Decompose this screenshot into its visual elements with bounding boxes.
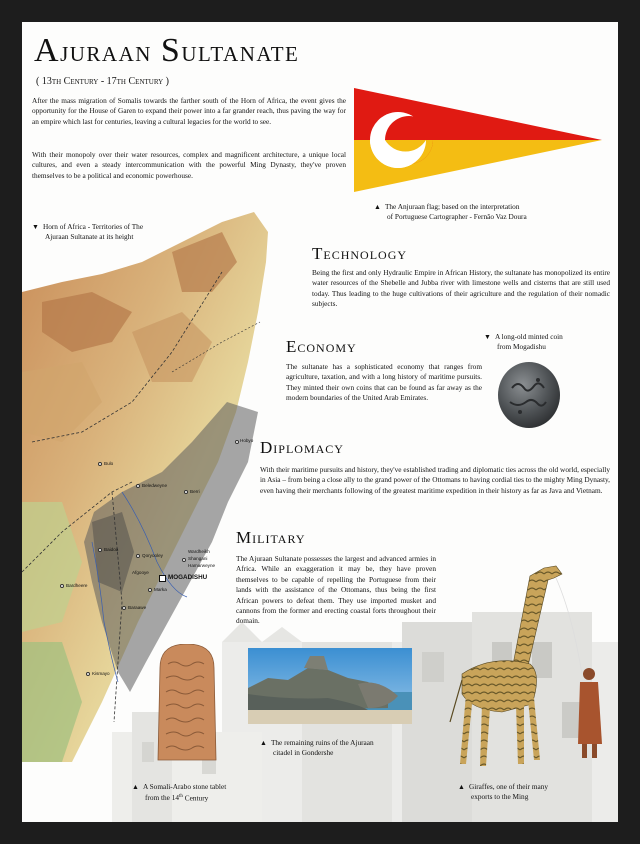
intro-paragraph-2: With their monopoly over their water resources, complex and magnificent architecture, a unique local cultures, and even a steady intercommunication with the powerful Ming Dynasty, they've proven themselves to be a political and economic powerhouse.: [32, 150, 346, 180]
map-label-baidoa: Baidoa: [104, 547, 119, 552]
map-label-capital: MOGADISHU: [168, 574, 208, 581]
technology-text: Being the first and only Hydraulic Empire in African History, the sultanate has monopolized its entire water resources of the Shebelle and Jubba river with limestone wells and cisterns that are still used today. Thus leading to the huge cultivations of their agriculture and the regulation of their nomadic subjects.: [312, 268, 610, 309]
military-text: The Ajuraan Sultanate possesses the largest and advanced armies in Africa. While an exaggeration it may be, they have proven themselves to be capable of repelling the Portuguese from their lands with the assistance of the Ottomans, thus being the first African powers to defeat them. They use imported musket and cannons from the former and erecting coastal forts throughout their domain.: [236, 554, 436, 626]
economy-text: The sultanate has a sophisticated economy that ranges from agriculture, taxation, and with a long history of maritime pursuits. They minted their own coins that can be found as far away as the modern boundaries of the United Arab Emirates.: [286, 362, 482, 403]
page-title: Ajuraan Sultanate: [34, 32, 300, 69]
map-label-marka: Marka: [154, 587, 167, 592]
map-dot-qoryooley: [136, 554, 140, 558]
map-label-qoryooley: Qoryooley: [142, 553, 163, 558]
coin-caption: ▼ A long-old minted coin from Mogadishu: [484, 332, 563, 351]
map-dot-marka: [148, 588, 152, 592]
map-caption: ▼ Horn of Africa - Territories of The Ajuraan Sultanate at its height: [32, 222, 144, 241]
map-dot-bulo: [98, 462, 102, 466]
map-label-beledweyne: Beledweyne: [142, 483, 168, 488]
map-label-bulo: Bulo: [104, 461, 114, 466]
map-label-hamarweyne: Hamarweyne: [188, 563, 216, 568]
map-label-shangani: Shangani: [188, 556, 208, 561]
technology-heading: Technology: [312, 244, 408, 263]
giraffe-caption: ▲ Giraffes, one of their many exports to the Ming: [458, 782, 549, 801]
giraffe-illustration: [432, 554, 612, 772]
intro-paragraph-1: After the mass migration of Somalis towards the farther south of the Horn of Africa, the event gives the opportunity for the House of Garen to expand their power into a far grander reach, thus paving the way for an empire which last for centuries, leaving a cultural legacies for the world to see.: [32, 96, 346, 126]
map-dot-baraawe: [122, 606, 126, 610]
map-dot-hobyo: [235, 440, 239, 444]
map-label-hobyo: Hobyo: [240, 438, 254, 443]
stone-tablet: [154, 644, 220, 764]
military-heading: Military: [236, 528, 306, 547]
horn-of-africa-map: [22, 202, 272, 762]
map-dot-baidoa: [98, 548, 102, 552]
poster: [22, 22, 618, 822]
flag-caption: ▲ The Anjuraan flag; based on the interpretation of Portuguese Cartographer - Fernão Vaz Doura: [374, 202, 527, 221]
tablet-caption: ▲ A Somali-Arabo stone tablet from the 14th Century: [132, 782, 227, 803]
ruins-photo: [248, 648, 412, 724]
map-label-afgooye: Afgooye: [132, 570, 149, 575]
map-label-wardheikh: Wardheikh: [188, 549, 210, 554]
ruins-caption: ▲ The remaining ruins of the Ajuraan citadel in Gondershe: [260, 738, 374, 757]
map-dot-kismayo: [86, 672, 90, 676]
map-dot-wardheikh: [182, 558, 186, 562]
diplomacy-heading: Diplomacy: [260, 438, 344, 457]
map-dot-bardheere: [60, 584, 64, 588]
map-dot-beledweyne: [136, 484, 140, 488]
economy-heading: Economy: [286, 337, 357, 356]
coin-image: [496, 360, 562, 430]
map-label-berri: Berri: [190, 489, 200, 494]
capital-marker: [159, 575, 166, 582]
map-label-kismayo: Kismayo: [92, 671, 110, 676]
diplomacy-text: With their maritime pursuits and history, they've established trading and diplomatic ties across the old world, especially in Asia – from being a close ally to the grand power of the Ottomans to having cordial ties to the mighty Ming Dynasty, even having their merchants following of the greatest maritime expedition in their history as far as Java and Vietnam.: [260, 465, 610, 495]
ajuraan-flag: [354, 88, 602, 194]
map-label-bardheere: Bardheere: [66, 583, 88, 588]
map-dot-berri: [184, 490, 188, 494]
map-label-baraawe: Baraawe: [128, 605, 147, 610]
page-subtitle: ( 13th Century - 17th Century ): [36, 76, 169, 87]
